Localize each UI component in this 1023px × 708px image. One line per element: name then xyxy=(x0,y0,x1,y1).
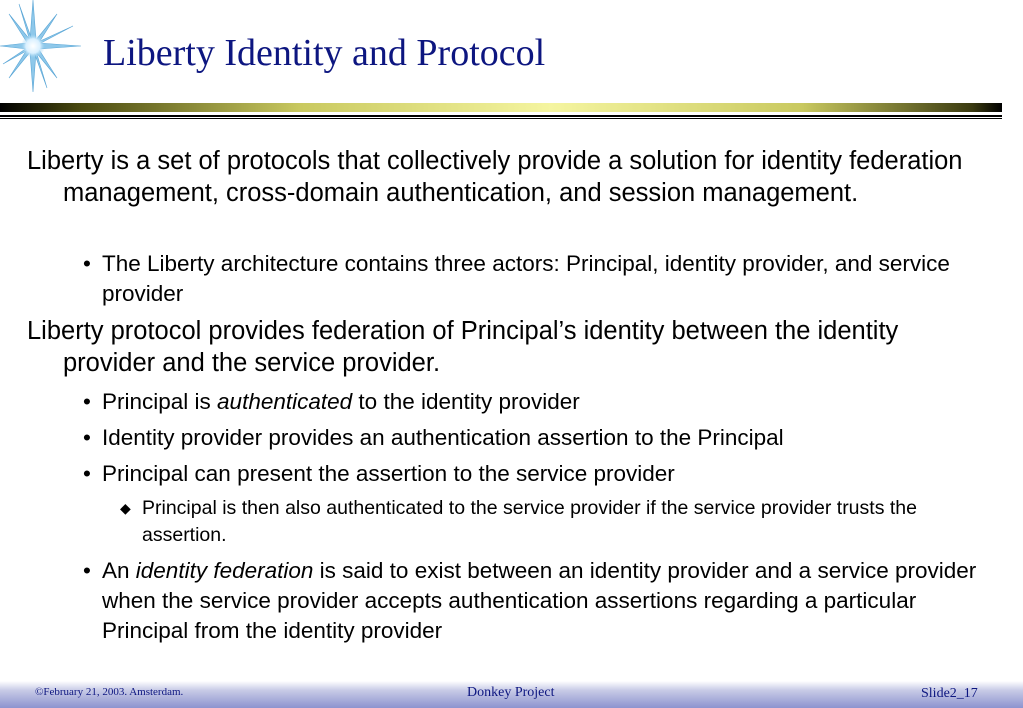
bullet-identity-federation: An identity federation is said to exist between an identity provider and a service provider when the service provider accepts authentication assertions regarding a particular Principal from the identity provider xyxy=(102,558,977,643)
list-item xyxy=(120,495,950,549)
diamond-bullet-icon: ◆ xyxy=(120,500,131,516)
paragraph-federation: Liberty is a set of protocols that collectively provide a solution for identity federation management, cross-domain authentication, and session management. xyxy=(27,147,963,207)
footer-project: Donkey Project xyxy=(467,685,555,700)
title-rule xyxy=(0,115,1002,117)
bullet-icon: • xyxy=(83,558,91,583)
bullet-icon: • xyxy=(83,251,91,276)
bullet-authenticated: Principal is authenticated to the identity provider xyxy=(102,389,580,414)
sparkle-star-icon xyxy=(0,0,90,100)
list-item xyxy=(77,459,992,489)
paragraph-protocol: Liberty protocol provides federation of Principal’s identity between the identity provider and the service provider. xyxy=(27,317,899,377)
bullet-icon: • xyxy=(83,425,91,450)
bullet-icon: • xyxy=(83,389,91,414)
bullet-actors: The Liberty architecture contains three actors: Principal, identity provider, and service provider xyxy=(102,251,950,306)
footer-slide-number: Slide2_17 xyxy=(921,686,978,701)
footer-copyright: ©February 21, 2003. Amsterdam. xyxy=(35,686,184,698)
bullet-icon: • xyxy=(83,461,91,486)
list-item xyxy=(77,387,992,417)
list-item xyxy=(27,145,992,209)
bullet-assertion: Identity provider provides an authentication assertion to the Principal xyxy=(102,425,784,450)
page-title: Liberty Identity and Protocol xyxy=(103,32,546,74)
list-item xyxy=(77,423,992,453)
title-decor-band xyxy=(0,103,1002,112)
title-rule-thin xyxy=(0,118,1002,119)
list-item xyxy=(77,249,992,309)
list-item xyxy=(77,556,992,646)
bullet-present: Principal can present the assertion to the service provider xyxy=(102,461,675,486)
sub-bullet-trust: Principal is then also authenticated to the service provider if the service provider trusts the assertion. xyxy=(142,497,917,546)
list-item xyxy=(27,315,992,379)
